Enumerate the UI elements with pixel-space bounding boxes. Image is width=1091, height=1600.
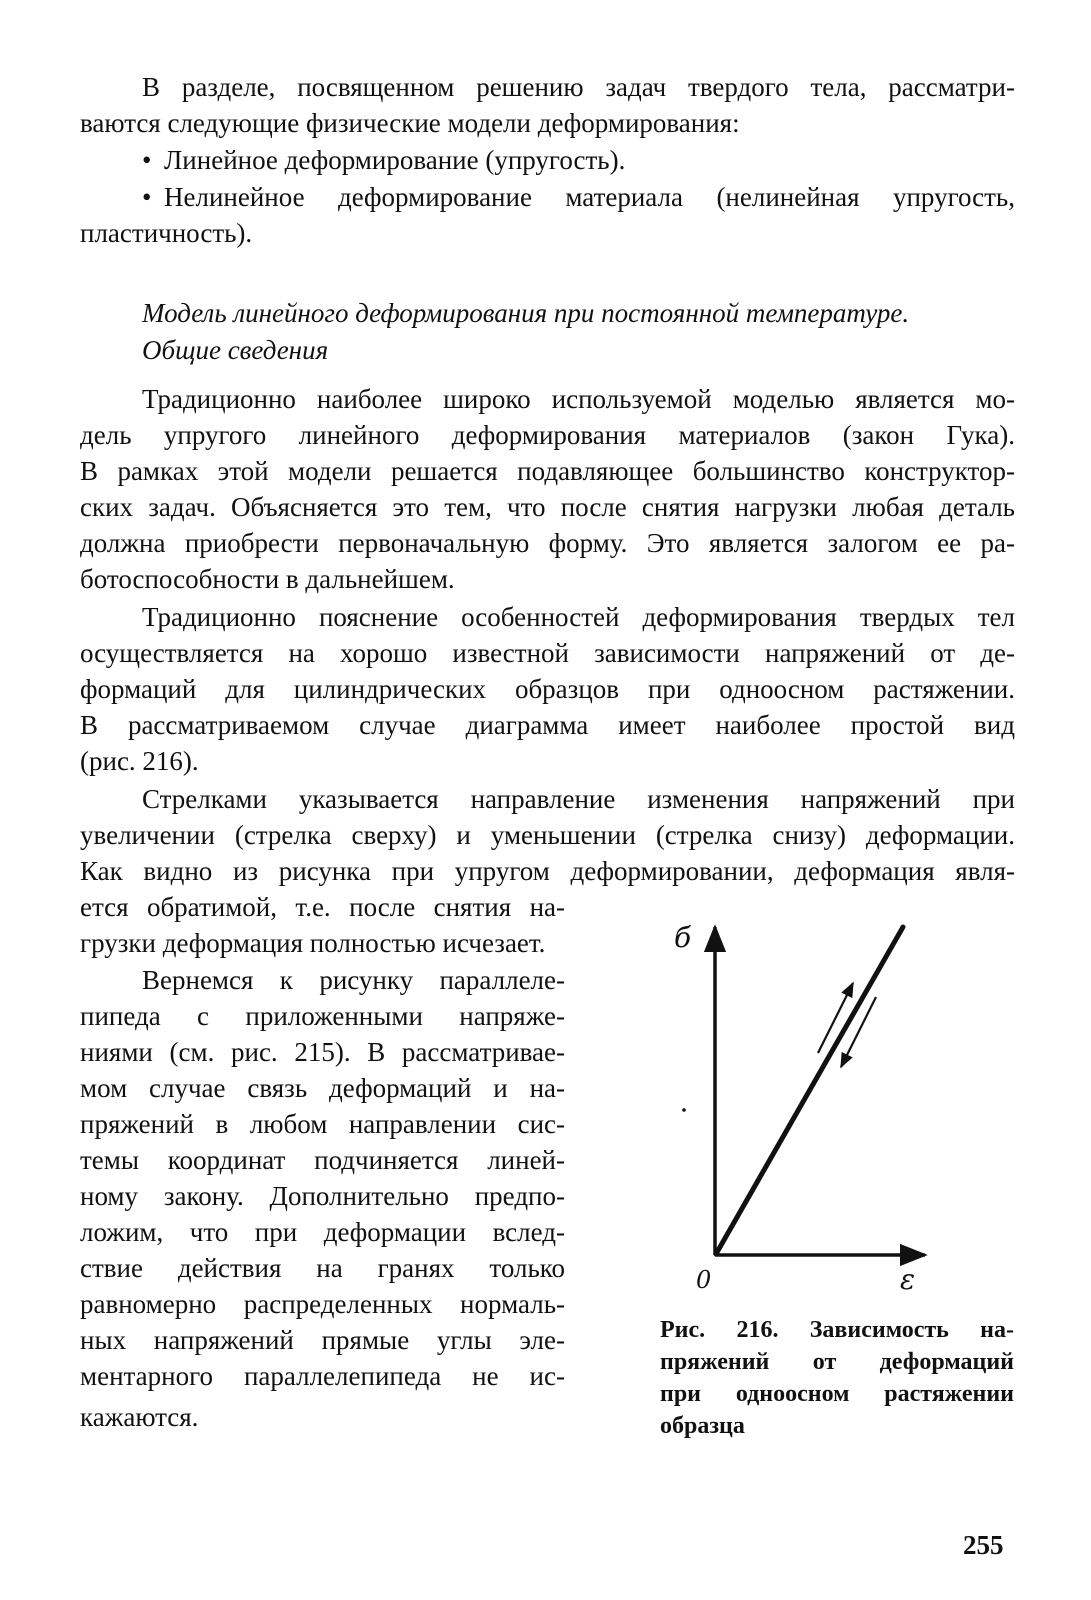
paragraph-line: ется обратимой, т.е. после снятия на- [80, 892, 565, 922]
paragraph-line: дель упругого линейного деформирования материалов (закон Гука). [80, 420, 1015, 450]
paragraph-line: ных напряжений прямые углы эле- [80, 1325, 565, 1355]
paragraph-line: ниями (см. рис. 215). В рассматривае- [80, 1037, 565, 1067]
paragraph-line: Традиционно наиболее широко используемой моделью является мо- [142, 384, 1015, 414]
paragraph-line: В рамках этой модели решается подавляющее большинство конструктор- [80, 456, 1015, 486]
paragraph-line: ботоспособности в дальнейшем. [80, 564, 455, 594]
stress-strain-diagram [660, 905, 960, 1295]
paragraph-line: осуществляется на хорошо известной зависимости напряжений от де- [80, 638, 1015, 668]
paragraph-line: увеличении (стрелка сверху) и уменьшении (стрелка снизу) деформации. [80, 820, 1015, 850]
paragraph-line: В рассматриваемом случае диаграмма имеет наиболее простой вид [80, 710, 1015, 740]
paragraph-line: Стрелками указывается направление изменения напряжений при [142, 784, 1015, 814]
paragraph-line: ствие действия на гранях только [80, 1253, 565, 1283]
intro-line: В разделе, посвященном решению задач твердого тела, рассматри- [142, 72, 1015, 102]
paragraph-line: Традиционно пояснение особенностей деформирования твердых тел [142, 602, 1015, 632]
paragraph-line: грузки деформация полностью исчезает. [80, 928, 546, 958]
figure-caption: Рис. 216. Зависимость на- [660, 1317, 1014, 1343]
bullet-item: Нелинейное деформирование материала (нелинейная упругость, [164, 182, 1015, 212]
figure-caption: образца [660, 1413, 745, 1439]
paragraph-line: кажаются. [80, 1402, 199, 1432]
page-number: 255 [963, 1530, 1004, 1560]
paragraph-line: ских задач. Объясняется это тем, что после снятия нагрузки любая деталь [80, 492, 1015, 522]
paragraph-line: пряжений в любом направлении сис- [80, 1109, 565, 1139]
paragraph-line: ментарного параллелепипеда не ис- [80, 1361, 565, 1391]
paragraph-line: Вернемся к рисунку параллеле- [142, 965, 565, 995]
paragraph-line: пипеда с приложенными напряже- [80, 1001, 565, 1031]
paragraph-line: должна приобрести первоначальную форму. Это является залогом ее ра- [80, 528, 1015, 558]
figure-caption: пряжений от деформаций [660, 1349, 1014, 1375]
bullet-marker: • [142, 145, 152, 175]
section-heading: Модель линейного деформирования при постоянной температуре. [142, 298, 910, 328]
origin-label: 0 [696, 1266, 712, 1294]
paragraph-line: Как видно из рисунка при упругом деформировании, деформация явля- [80, 856, 1015, 886]
elastic-line [716, 927, 903, 1254]
paragraph-line: темы координат подчиняется линей- [80, 1145, 565, 1175]
intro-line: ваются следующие физические модели деформирования: [80, 108, 740, 138]
paragraph-line: (рис. 216). [80, 746, 199, 776]
x-axis-label: ε [900, 1263, 916, 1295]
bullet-marker: • [142, 182, 152, 212]
section-heading: Общие сведения [142, 335, 329, 365]
figure-caption: при одноосном растяжении [660, 1381, 1014, 1407]
paragraph-line: формаций для цилиндрических образцов при одноосном растяжении. [80, 674, 1015, 704]
stray-dot [682, 1108, 686, 1112]
bullet-item: пластичность). [80, 218, 253, 248]
bullet-item: Линейное деформирование (упругость). [164, 145, 626, 175]
paragraph-line: мом случае связь деформаций и на- [80, 1073, 565, 1103]
paragraph-line: ложим, что при деформации вслед- [80, 1217, 565, 1247]
paragraph-line: ному закону. Дополнительно предпо- [80, 1181, 565, 1211]
y-axis-label: б [674, 921, 692, 954]
paragraph-line: равномерно распределенных нормаль- [80, 1289, 565, 1319]
